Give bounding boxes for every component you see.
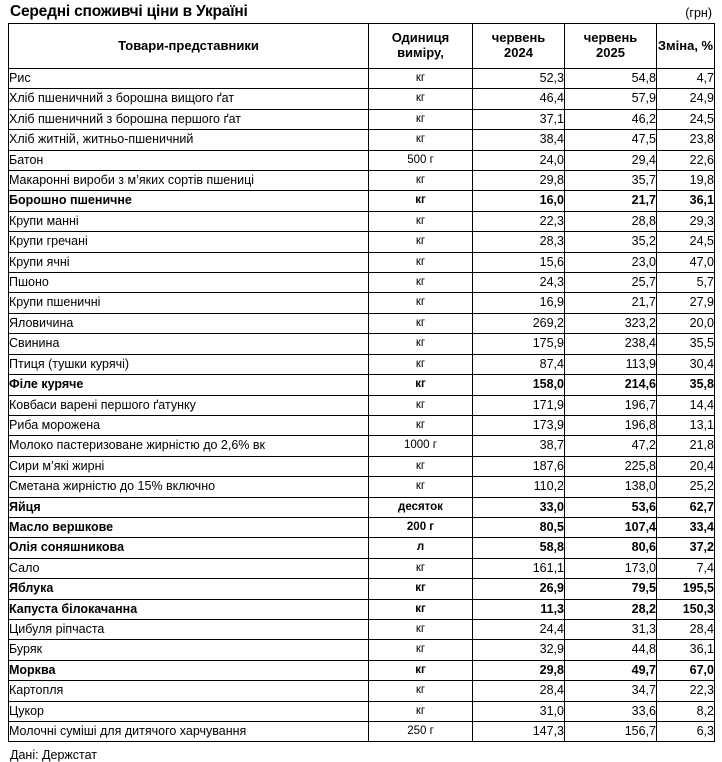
cell-unit: 500 г bbox=[369, 150, 473, 170]
cell-product-name: Яйця bbox=[9, 497, 369, 517]
cell-price-june-2025: 47,2 bbox=[565, 436, 657, 456]
table-row bbox=[9, 517, 715, 537]
cell-price-june-2025: 31,3 bbox=[565, 619, 657, 639]
cell-unit: кг bbox=[369, 415, 473, 435]
cell-change-percent: 27,9 bbox=[657, 293, 715, 313]
cell-product-name: Масло вершкове bbox=[9, 517, 369, 537]
cell-change-percent: 23,8 bbox=[657, 130, 715, 150]
cell-product-name: Філе куряче bbox=[9, 375, 369, 395]
cell-product-name: Крупи пшеничні bbox=[9, 293, 369, 313]
cell-unit: кг bbox=[369, 354, 473, 374]
cell-price-june-2024: 15,6 bbox=[473, 252, 565, 272]
consumer-prices-table bbox=[8, 23, 715, 742]
cell-change-percent: 22,6 bbox=[657, 150, 715, 170]
cell-price-june-2024: 52,3 bbox=[473, 69, 565, 89]
cell-price-june-2025: 49,7 bbox=[565, 660, 657, 680]
cell-unit: кг bbox=[369, 599, 473, 619]
cell-unit: кг bbox=[369, 109, 473, 129]
cell-unit: кг bbox=[369, 456, 473, 476]
cell-product-name: Молоко пастеризоване жирністю до 2,6% вк bbox=[9, 436, 369, 456]
column-header-june-2025-line2: 2025 bbox=[596, 45, 625, 60]
cell-change-percent: 37,2 bbox=[657, 538, 715, 558]
cell-change-percent: 36,1 bbox=[657, 191, 715, 211]
cell-price-june-2024: 175,9 bbox=[473, 334, 565, 354]
cell-product-name: Крупи ячні bbox=[9, 252, 369, 272]
table-row bbox=[9, 69, 715, 89]
cell-product-name: Крупи гречані bbox=[9, 232, 369, 252]
cell-change-percent: 28,4 bbox=[657, 619, 715, 639]
cell-unit: кг bbox=[369, 171, 473, 191]
cell-unit: кг bbox=[369, 375, 473, 395]
cell-price-june-2025: 54,8 bbox=[565, 69, 657, 89]
column-header-product: Товари-представники bbox=[9, 24, 369, 69]
cell-price-june-2025: 25,7 bbox=[565, 273, 657, 293]
cell-price-june-2024: 187,6 bbox=[473, 456, 565, 476]
cell-change-percent: 21,8 bbox=[657, 436, 715, 456]
cell-price-june-2024: 16,0 bbox=[473, 191, 565, 211]
cell-price-june-2024: 28,4 bbox=[473, 681, 565, 701]
table-row bbox=[9, 660, 715, 680]
cell-product-name: Сало bbox=[9, 558, 369, 578]
cell-price-june-2025: 28,2 bbox=[565, 599, 657, 619]
column-header-june-2024-line1: червень bbox=[491, 30, 546, 46]
cell-unit: 1000 г bbox=[369, 436, 473, 456]
cell-price-june-2024: 110,2 bbox=[473, 477, 565, 497]
cell-change-percent: 20,4 bbox=[657, 456, 715, 476]
cell-unit: кг bbox=[369, 681, 473, 701]
column-header-june-2025-line1: червень bbox=[583, 30, 638, 46]
cell-price-june-2024: 29,8 bbox=[473, 171, 565, 191]
cell-price-june-2024: 31,0 bbox=[473, 701, 565, 721]
column-header-change: Зміна, % bbox=[657, 24, 715, 69]
cell-change-percent: 19,8 bbox=[657, 171, 715, 191]
cell-price-june-2024: 173,9 bbox=[473, 415, 565, 435]
cell-unit: кг bbox=[369, 334, 473, 354]
cell-product-name: Борошно пшеничне bbox=[9, 191, 369, 211]
table-row bbox=[9, 171, 715, 191]
cell-product-name: Молочні суміші для дитячого харчування bbox=[9, 722, 369, 742]
table-row bbox=[9, 681, 715, 701]
cell-price-june-2024: 38,7 bbox=[473, 436, 565, 456]
table-row bbox=[9, 232, 715, 252]
cell-product-name: Риба морожена bbox=[9, 415, 369, 435]
cell-change-percent: 62,7 bbox=[657, 497, 715, 517]
cell-change-percent: 13,1 bbox=[657, 415, 715, 435]
cell-product-name: Цибуля ріпчаста bbox=[9, 619, 369, 639]
cell-price-june-2025: 138,0 bbox=[565, 477, 657, 497]
table-row bbox=[9, 334, 715, 354]
cell-product-name: Ковбаси варені першого ґатунку bbox=[9, 395, 369, 415]
cell-price-june-2025: 21,7 bbox=[565, 293, 657, 313]
cell-product-name: Яловичина bbox=[9, 313, 369, 333]
cell-price-june-2025: 57,9 bbox=[565, 89, 657, 109]
cell-price-june-2025: 47,5 bbox=[565, 130, 657, 150]
table-row bbox=[9, 375, 715, 395]
cell-price-june-2024: 33,0 bbox=[473, 497, 565, 517]
source-note: Дані: Держстат bbox=[10, 748, 98, 762]
table-row bbox=[9, 415, 715, 435]
table-row bbox=[9, 191, 715, 211]
table-row bbox=[9, 558, 715, 578]
cell-price-june-2024: 147,3 bbox=[473, 722, 565, 742]
cell-price-june-2024: 37,1 bbox=[473, 109, 565, 129]
cell-price-june-2025: 238,4 bbox=[565, 334, 657, 354]
table-row bbox=[9, 211, 715, 231]
table-row bbox=[9, 293, 715, 313]
cell-price-june-2025: 196,7 bbox=[565, 395, 657, 415]
cell-product-name: Яблука bbox=[9, 579, 369, 599]
cell-unit: кг bbox=[369, 477, 473, 497]
cell-product-name: Капуста білокачанна bbox=[9, 599, 369, 619]
cell-product-name: Морква bbox=[9, 660, 369, 680]
cell-price-june-2025: 173,0 bbox=[565, 558, 657, 578]
cell-unit: 200 г bbox=[369, 517, 473, 537]
cell-product-name: Птиця (тушки курячі) bbox=[9, 354, 369, 374]
cell-price-june-2025: 34,7 bbox=[565, 681, 657, 701]
title-row bbox=[8, 0, 714, 23]
cell-unit: кг bbox=[369, 89, 473, 109]
cell-price-june-2025: 323,2 bbox=[565, 313, 657, 333]
cell-unit: кг bbox=[369, 130, 473, 150]
cell-product-name: Рис bbox=[9, 69, 369, 89]
cell-price-june-2024: 269,2 bbox=[473, 313, 565, 333]
cell-price-june-2025: 225,8 bbox=[565, 456, 657, 476]
cell-unit: десяток bbox=[369, 497, 473, 517]
table-row bbox=[9, 313, 715, 333]
cell-price-june-2024: 29,8 bbox=[473, 660, 565, 680]
cell-product-name: Крупи манні bbox=[9, 211, 369, 231]
cell-price-june-2025: 107,4 bbox=[565, 517, 657, 537]
table-body bbox=[9, 69, 715, 742]
cell-price-june-2024: 158,0 bbox=[473, 375, 565, 395]
cell-change-percent: 20,0 bbox=[657, 313, 715, 333]
cell-product-name: Олія соняшникова bbox=[9, 538, 369, 558]
cell-unit: 250 г bbox=[369, 722, 473, 742]
column-header-june-2025 bbox=[565, 24, 657, 69]
cell-product-name: Хліб житній, житньо-пшеничний bbox=[9, 130, 369, 150]
cell-price-june-2025: 156,7 bbox=[565, 722, 657, 742]
cell-price-june-2024: 24,3 bbox=[473, 273, 565, 293]
cell-change-percent: 29,3 bbox=[657, 211, 715, 231]
cell-price-june-2025: 35,2 bbox=[565, 232, 657, 252]
cell-price-june-2024: 11,3 bbox=[473, 599, 565, 619]
cell-unit: кг bbox=[369, 232, 473, 252]
cell-unit: кг bbox=[369, 313, 473, 333]
cell-price-june-2025: 80,6 bbox=[565, 538, 657, 558]
cell-price-june-2025: 28,8 bbox=[565, 211, 657, 231]
cell-price-june-2024: 28,3 bbox=[473, 232, 565, 252]
cell-change-percent: 47,0 bbox=[657, 252, 715, 272]
cell-unit: кг bbox=[369, 579, 473, 599]
cell-product-name: Пшоно bbox=[9, 273, 369, 293]
cell-price-june-2024: 16,9 bbox=[473, 293, 565, 313]
cell-change-percent: 5,7 bbox=[657, 273, 715, 293]
cell-change-percent: 24,9 bbox=[657, 89, 715, 109]
cell-unit: кг bbox=[369, 252, 473, 272]
cell-unit: кг bbox=[369, 701, 473, 721]
table-row bbox=[9, 89, 715, 109]
table-row bbox=[9, 722, 715, 742]
cell-price-june-2024: 46,4 bbox=[473, 89, 565, 109]
cell-price-june-2024: 24,0 bbox=[473, 150, 565, 170]
table-row bbox=[9, 579, 715, 599]
table-row bbox=[9, 701, 715, 721]
cell-price-june-2025: 113,9 bbox=[565, 354, 657, 374]
table-row bbox=[9, 640, 715, 660]
cell-change-percent: 14,4 bbox=[657, 395, 715, 415]
cell-product-name: Батон bbox=[9, 150, 369, 170]
table-row bbox=[9, 436, 715, 456]
cell-price-june-2025: 29,4 bbox=[565, 150, 657, 170]
cell-product-name: Макаронні вироби з м’яких сортів пшениці bbox=[9, 171, 369, 191]
cell-price-june-2025: 33,6 bbox=[565, 701, 657, 721]
cell-price-june-2024: 87,4 bbox=[473, 354, 565, 374]
table-row bbox=[9, 477, 715, 497]
cell-product-name: Сметана жирністю до 15% включно bbox=[9, 477, 369, 497]
cell-product-name: Картопля bbox=[9, 681, 369, 701]
cell-unit: кг bbox=[369, 293, 473, 313]
cell-change-percent: 22,3 bbox=[657, 681, 715, 701]
table-row bbox=[9, 252, 715, 272]
cell-unit: кг bbox=[369, 619, 473, 639]
cell-price-june-2025: 35,7 bbox=[565, 171, 657, 191]
cell-price-june-2025: 46,2 bbox=[565, 109, 657, 129]
cell-change-percent: 33,4 bbox=[657, 517, 715, 537]
cell-price-june-2025: 53,6 bbox=[565, 497, 657, 517]
cell-product-name: Хліб пшеничний з борошна вищого ґат bbox=[9, 89, 369, 109]
table-row bbox=[9, 130, 715, 150]
cell-change-percent: 6,3 bbox=[657, 722, 715, 742]
cell-price-june-2024: 26,9 bbox=[473, 579, 565, 599]
cell-product-name: Буряк bbox=[9, 640, 369, 660]
cell-price-june-2024: 80,5 bbox=[473, 517, 565, 537]
table-row bbox=[9, 273, 715, 293]
cell-change-percent: 195,5 bbox=[657, 579, 715, 599]
cell-change-percent: 36,1 bbox=[657, 640, 715, 660]
cell-unit: кг bbox=[369, 273, 473, 293]
column-header-unit-line2: виміру, bbox=[397, 45, 444, 60]
cell-price-june-2025: 23,0 bbox=[565, 252, 657, 272]
cell-price-june-2024: 32,9 bbox=[473, 640, 565, 660]
cell-unit: л bbox=[369, 538, 473, 558]
cell-unit: кг bbox=[369, 660, 473, 680]
cell-change-percent: 7,4 bbox=[657, 558, 715, 578]
cell-price-june-2024: 58,8 bbox=[473, 538, 565, 558]
cell-change-percent: 4,7 bbox=[657, 69, 715, 89]
cell-product-name: Цукор bbox=[9, 701, 369, 721]
column-header-unit bbox=[369, 24, 473, 69]
cell-change-percent: 24,5 bbox=[657, 232, 715, 252]
column-header-june-2024-line2: 2024 bbox=[504, 45, 533, 60]
table-header-row bbox=[9, 24, 715, 69]
cell-price-june-2024: 24,4 bbox=[473, 619, 565, 639]
table-row bbox=[9, 395, 715, 415]
cell-unit: кг bbox=[369, 640, 473, 660]
cell-price-june-2024: 171,9 bbox=[473, 395, 565, 415]
table-row bbox=[9, 354, 715, 374]
table-header bbox=[9, 24, 715, 69]
cell-change-percent: 150,3 bbox=[657, 599, 715, 619]
table-row bbox=[9, 619, 715, 639]
cell-price-june-2024: 22,3 bbox=[473, 211, 565, 231]
cell-unit: кг bbox=[369, 211, 473, 231]
cell-unit: кг bbox=[369, 69, 473, 89]
currency-note: (грн) bbox=[685, 6, 712, 20]
table-row bbox=[9, 150, 715, 170]
cell-product-name: Сири м’які жирні bbox=[9, 456, 369, 476]
page-title: Середні споживчі ціни в Україні bbox=[10, 3, 248, 20]
table-row bbox=[9, 599, 715, 619]
cell-price-june-2025: 79,5 bbox=[565, 579, 657, 599]
cell-change-percent: 35,5 bbox=[657, 334, 715, 354]
table-row bbox=[9, 456, 715, 476]
cell-change-percent: 35,8 bbox=[657, 375, 715, 395]
column-header-june-2024 bbox=[473, 24, 565, 69]
cell-price-june-2025: 44,8 bbox=[565, 640, 657, 660]
cell-price-june-2024: 161,1 bbox=[473, 558, 565, 578]
cell-change-percent: 30,4 bbox=[657, 354, 715, 374]
cell-change-percent: 24,5 bbox=[657, 109, 715, 129]
table-row bbox=[9, 538, 715, 558]
cell-change-percent: 67,0 bbox=[657, 660, 715, 680]
cell-price-june-2024: 38,4 bbox=[473, 130, 565, 150]
column-header-unit-line1: Одиниця bbox=[391, 30, 450, 46]
table-row bbox=[9, 497, 715, 517]
cell-price-june-2025: 21,7 bbox=[565, 191, 657, 211]
cell-product-name: Хліб пшеничний з борошна першого ґат bbox=[9, 109, 369, 129]
cell-change-percent: 8,2 bbox=[657, 701, 715, 721]
cell-unit: кг bbox=[369, 395, 473, 415]
cell-product-name: Свинина bbox=[9, 334, 369, 354]
cell-price-june-2025: 196,8 bbox=[565, 415, 657, 435]
cell-unit: кг bbox=[369, 191, 473, 211]
table-row bbox=[9, 109, 715, 129]
cell-price-june-2025: 214,6 bbox=[565, 375, 657, 395]
cell-change-percent: 25,2 bbox=[657, 477, 715, 497]
cell-unit: кг bbox=[369, 558, 473, 578]
